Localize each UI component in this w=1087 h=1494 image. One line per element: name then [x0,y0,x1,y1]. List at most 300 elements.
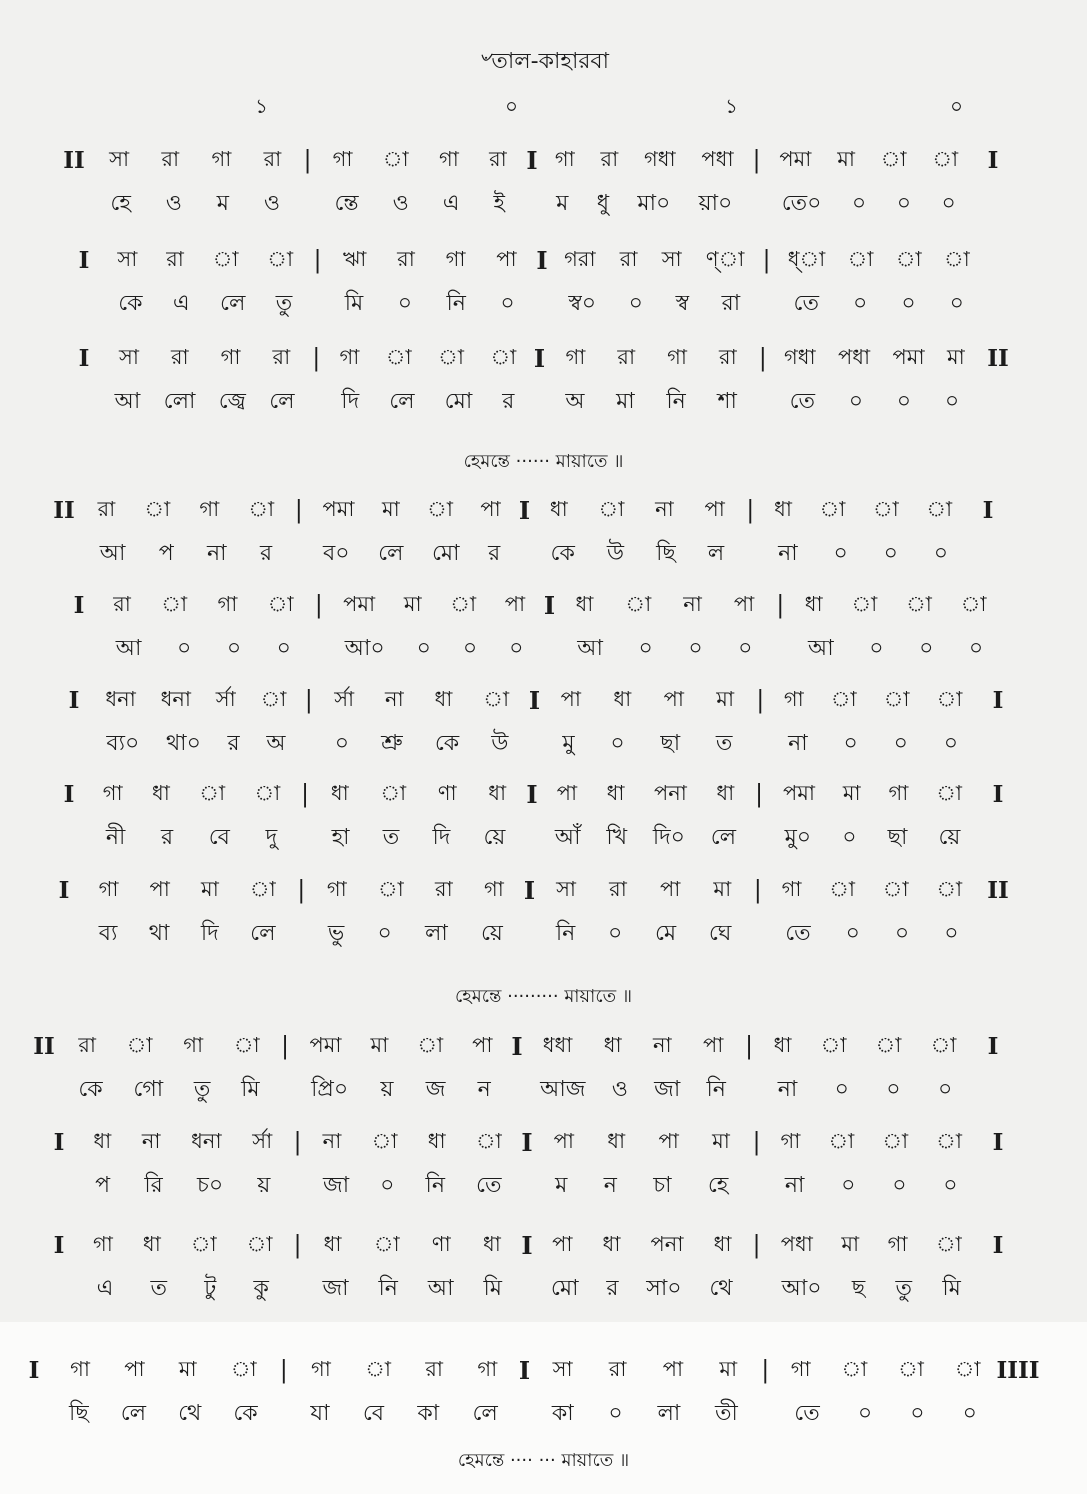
note: ধা [323,1231,342,1256]
syllable: হা [331,824,350,850]
syllable: ভু [327,920,345,946]
note-group [93,143,298,178]
note: া [883,686,910,711]
main-bar-line: I [526,145,538,175]
syllable: গো [133,1076,164,1102]
note: ধা [434,686,453,711]
note: না [655,496,674,521]
bar-line-end: I [982,496,994,524]
note-group [552,243,757,278]
bar-line-end: I [987,1032,999,1060]
syllable: কা [551,1400,574,1426]
note: া [249,876,276,901]
note: া [483,686,510,711]
note: পনা [653,780,687,805]
syllable: ০ [883,540,898,566]
note: া [935,1231,962,1256]
syllable: নি [378,1275,398,1301]
syllable: ০ [968,635,984,661]
syllable: দি [432,824,451,850]
syllable: ০ [842,824,857,850]
lyric-group [315,820,522,857]
syllable: লে [220,290,246,316]
syllable: শা [717,388,737,414]
note: রা [435,876,453,901]
note: মা [837,146,855,171]
beat-divider: | [280,1032,290,1060]
notation-block [0,490,1087,580]
note: ধা [142,1231,161,1256]
syllable: লে [250,920,276,946]
bar-line-start: I [53,1128,65,1156]
lyric-row [40,1269,1020,1309]
syllable: ত [150,1275,168,1301]
lyric-group [294,1396,515,1433]
note: া [625,591,652,616]
notation-block [0,1122,1087,1212]
syllable: মো [444,388,473,414]
notation-block [0,680,1087,770]
note: পা [659,876,681,901]
lyric-group [309,536,515,573]
syllable: আ [115,635,142,661]
beat-divider: | [756,686,765,714]
syllable: ০ [886,1076,901,1102]
syllable: য়ে [938,824,961,850]
beat-divider: | [752,1128,761,1156]
syllable: এ [442,190,460,216]
note-group [540,873,748,908]
notation-block [0,1026,1087,1116]
note: ধা [774,496,792,521]
syllable: অ [266,730,286,756]
note-group [790,588,1001,623]
syllable: ও [392,190,409,216]
note: ধনা [105,686,136,711]
syllable: তে [793,290,819,316]
syllable: আ [427,1275,454,1301]
lyric-group [83,916,291,953]
beat-divider: | [300,780,310,808]
note: রা [272,344,291,369]
lyric-group [770,726,976,763]
syllable: খি [606,824,628,850]
main-bar-line: I [526,779,538,809]
note: গা [332,146,353,171]
note: া [936,876,963,901]
syllable: ০ [500,290,515,316]
syllable: য়া০ [698,190,733,216]
beat-divider: | [752,1231,761,1259]
note: রা [97,496,116,521]
note-group [53,1353,274,1388]
note: া [936,686,963,711]
note: া [267,246,294,271]
note: সা [119,344,139,369]
note: ধা [488,780,507,805]
beat-divider: | [762,246,771,274]
syllable: মি [942,1275,961,1301]
note: পধা [838,344,871,369]
notation-block [0,140,1087,230]
syllable: শ্রু [381,730,403,756]
swaralipi-row [45,490,1010,530]
swaralipi-row [65,240,1025,280]
note: ধা [716,780,735,805]
note: পা [662,1356,684,1381]
syllable: লে [710,824,737,850]
bar-line-start: I [78,344,90,372]
syllable: ০ [834,1076,849,1102]
note: া [898,1356,924,1381]
syllable: ধু [596,190,610,216]
syllable: র [502,388,515,414]
note: গা [326,876,347,901]
swaralipi-row [55,680,1020,720]
syllable: রা [721,290,741,316]
note-group [88,777,295,812]
syllable: মো [432,540,460,566]
syllable: ছা [887,824,908,850]
swaralipi-row [40,1225,1020,1265]
syllable: ম [555,1172,568,1198]
note: া [872,496,899,521]
note: ধা [575,591,594,616]
note: া [926,496,953,521]
syllable: ব০ [323,540,350,566]
note: ধা [613,686,632,711]
note: গা [217,591,238,616]
bar-line-start: I [28,1356,40,1384]
syllable: ত [382,824,400,850]
syllable: মা০ [637,190,671,216]
main-bar-line: I [521,1230,533,1260]
bar-line-start: II [33,1032,55,1060]
note-group [83,873,291,908]
syllable: ব্য০ [106,730,140,756]
note: সা [109,146,130,171]
note: পা [704,496,725,521]
note: রা [263,146,282,171]
note-group [542,143,747,178]
syllable: র [227,730,240,756]
syllable: জ [425,1076,446,1102]
note: া [476,1128,502,1153]
note: সা [117,246,138,271]
bar-line-start: II [53,496,75,524]
syllable: ০ [628,290,643,316]
syllable: ও [611,1076,628,1102]
syllable: দি০ [652,824,685,850]
lyric-group [542,186,747,223]
syllable: র [259,540,273,566]
syllable: র [160,824,174,850]
syllable: দি [200,920,219,946]
syllable: ০ [833,540,848,566]
lyric-group [103,286,308,323]
note: া [365,1356,391,1381]
syllable: ছ [851,1275,866,1301]
note: রা [425,1356,443,1381]
note-group [527,1029,739,1064]
refrain-line: হেমন্তে ······ মায়াতে ॥ [463,451,624,472]
beat-divider: | [312,344,321,372]
lyric-row [45,914,1020,954]
syllable: ০ [943,730,959,756]
lyric-row [55,724,1020,764]
syllable: য় [257,1172,271,1198]
syllable: নি [425,1172,445,1198]
note: ধা [151,780,170,805]
note-group [773,341,976,376]
syllable: ০ [851,190,867,216]
syllable: ০ [416,635,431,661]
lyric-group [308,1168,518,1205]
lyric-group [775,1396,996,1433]
beat-divider: | [279,1356,288,1384]
note: া [932,146,959,171]
note-group [535,493,741,528]
note: ধা [330,780,349,805]
lyric-group [93,726,299,763]
syllable: র [606,1275,619,1301]
main-bar-line: I [536,245,548,275]
notation-block [0,1350,1087,1440]
syllable: ০ [276,635,291,661]
syllable: ন্তে [334,190,359,216]
note: পা [553,1128,574,1153]
note: গা [199,496,220,521]
note: ধনা [191,1128,222,1153]
note: গা [667,344,687,369]
syllable: ০ [941,190,956,216]
lyric-group [83,536,289,573]
syllable: ০ [176,635,192,661]
note: া [895,246,922,271]
note: সা [556,876,577,901]
syllable: না [778,540,798,566]
note: রা [489,146,507,171]
syllable: মা [616,388,635,414]
lyric-group [769,820,976,857]
syllable: মি [483,1275,503,1301]
note: া [490,344,517,369]
note: রা [608,1356,627,1381]
note: ণ্া [705,246,745,271]
bar-line-start: I [63,780,75,808]
note: মা [712,1128,730,1153]
syllable: যা [310,1400,330,1426]
beat-divider: | [746,496,755,524]
note-group [103,341,306,376]
lyric-group [88,820,295,857]
note-group [535,1353,756,1388]
beat-divider: | [753,876,762,904]
syllable: ০ [962,1400,977,1426]
syllable: ০ [944,920,959,946]
syllable: ০ [226,635,242,661]
note: া [230,1356,257,1381]
syllable: মু [562,730,575,756]
note: পধা [701,146,734,171]
syllable: ০ [894,920,910,946]
syllable: তে [789,388,816,414]
note-group [537,1228,747,1263]
note: গা [477,1356,498,1381]
syllable: আ০ [344,635,385,661]
beat-marker: ১ [255,94,268,118]
bar-line-start: I [58,876,70,904]
syllable: ০ [919,635,934,661]
syllable: মি [241,1076,260,1102]
bar-line-start: I [53,1231,65,1259]
main-bar-line: I [543,590,556,620]
note: রা [609,876,627,901]
note: া [820,1032,847,1057]
syllable: নি [555,920,576,946]
note-group [760,493,966,528]
syllable: ০ [937,1076,953,1102]
note-group [63,1029,275,1064]
note-group [308,1125,518,1160]
note: পা [733,591,755,616]
note: পা [658,1128,679,1153]
note: পা [552,1231,573,1256]
syllable: ০ [852,290,868,316]
note-group [319,683,525,718]
syllable: ও [165,190,182,216]
lyric-group [328,286,533,323]
note: র্সা [334,686,355,711]
syllable: আ [99,540,126,566]
syllable: ০ [944,388,960,414]
note: মা [842,780,861,805]
note: মা [381,496,400,521]
lyric-group [53,1396,274,1433]
note: র্সা [252,1128,273,1153]
syllable: য়ে [483,824,506,850]
syllable: ছা [660,730,681,756]
lyric-group [790,631,1001,668]
lyric-group [329,631,540,668]
syllable: ব্য [98,920,118,946]
note: া [378,876,404,901]
syllable: ০ [638,635,653,661]
note-group [329,588,540,623]
bar-line-end: IIII [996,1356,1040,1384]
lyric-group [777,286,982,323]
notation-block [0,338,1087,428]
note: া [829,876,856,901]
note: গা [93,1231,113,1256]
main-bar-line: I [528,685,541,715]
lyric-group [759,1072,971,1109]
note: রা [161,146,180,171]
syllable: লা [657,1400,681,1426]
swaralipi-row [50,774,1020,814]
note-group [78,1228,288,1263]
main-bar-line: I [518,495,531,525]
syllable: ই [493,190,505,216]
note: না [652,1032,672,1057]
note: রা [619,246,638,271]
syllable: ০ [380,1172,395,1198]
note-group [309,493,515,528]
lyric-row [65,382,1020,422]
lyric-group [767,1168,977,1205]
bar-line-end: II [987,344,1009,372]
syllable: ০ [933,540,949,566]
note: গা [888,780,909,805]
note: মা [201,876,219,901]
bar-line-start: I [68,686,80,714]
swaralipi-row [65,338,1020,378]
note: া [199,780,226,805]
note: গা [781,876,802,901]
note: গা [790,1356,811,1381]
note: গা [211,146,232,171]
note: া [212,246,239,271]
refrain-line: হেমন্তে ········· মায়াতে ॥ [454,986,632,1007]
main-bar-line: I [533,343,546,373]
note: ধা [602,1231,621,1256]
syllable: বে [208,824,230,850]
note: া [847,246,874,271]
note: া [875,1032,902,1057]
syllable: আ [114,388,141,414]
note-group [759,1029,971,1064]
syllable: র [488,540,501,566]
note: া [882,876,909,901]
note: পমা [782,780,815,805]
note-group [768,873,976,908]
note: পা [496,246,517,271]
note-group [767,143,972,178]
note: না [385,686,404,711]
syllable: ০ [334,730,350,756]
note: গধা [783,344,816,369]
lyric-group [103,384,306,421]
syllable: মু০ [784,824,812,850]
note: পা [663,686,684,711]
syllable: থা০ [165,730,201,756]
note-group [83,493,289,528]
note-group [770,683,976,718]
syllable: জা [322,1275,349,1301]
syllable: তে [476,1172,502,1198]
note: সা [661,246,682,271]
syllable: নি [706,1076,726,1102]
note-group [767,1228,977,1263]
syllable: উ [491,730,509,756]
lyric-group [93,186,298,223]
note: রা [719,344,737,369]
main-bar-line: I [521,1127,533,1157]
note: না [322,1128,342,1153]
lyric-group [78,1168,288,1205]
syllable: ০ [857,1400,873,1426]
note: রা [166,246,184,271]
syllable: লে [472,1400,498,1426]
notation-block [0,870,1087,960]
syllable: কে [434,730,460,756]
beat-divider: | [297,876,306,904]
syllable: ম [216,190,230,216]
syllable: হে [110,190,131,216]
note: গা [438,146,459,171]
syllable: ০ [610,730,625,756]
note: পমা [322,496,355,521]
